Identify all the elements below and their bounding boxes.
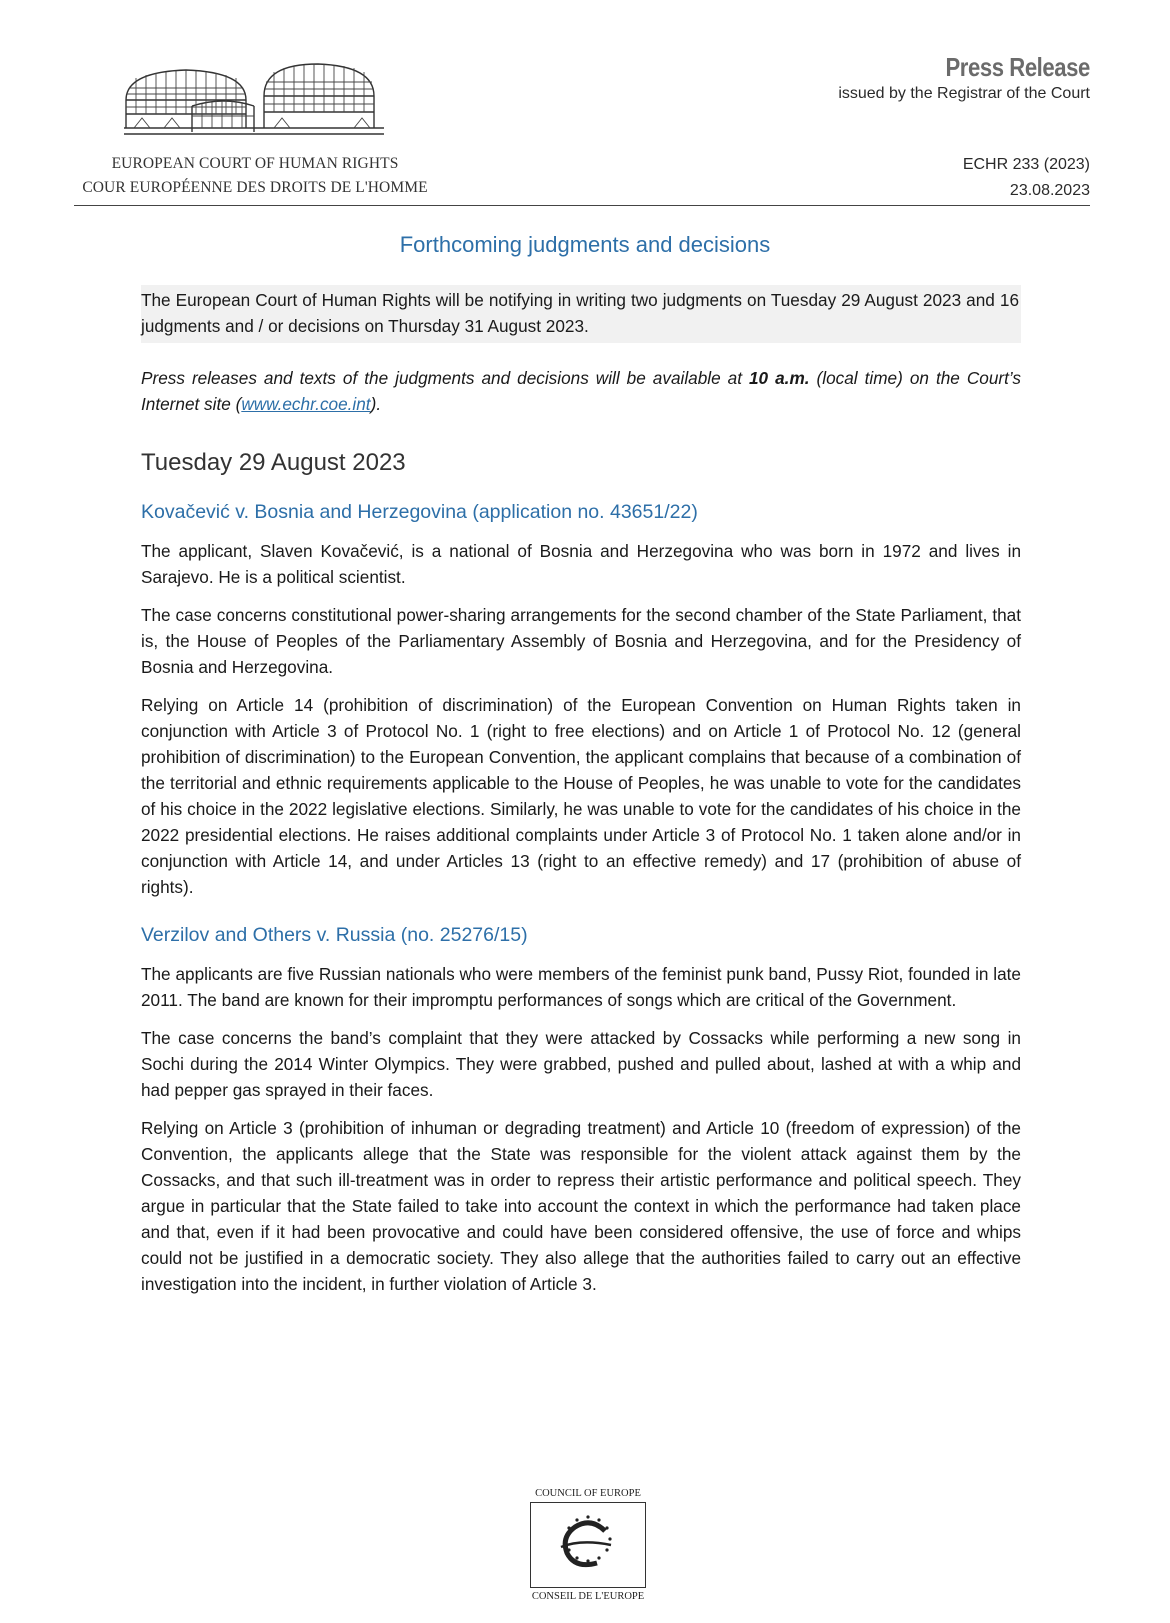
main-content (141, 285, 1021, 1297)
court-building-icon (124, 62, 384, 148)
case-paragraph: The case concerns constitutional power-sharing arrangements for the second chamber of the State Parliament, that is, the House of Peoples of the Parliamentary Assembly of Bosnia and Herzegovina, and for the Presidency of Bosnia and Herzegovina. (141, 605, 1021, 677)
page-title: Forthcoming judgments and decisions (399, 232, 771, 257)
reference-number: ECHR 233 (2023) (962, 156, 1090, 173)
case-paragraph: Relying on Article 3 (prohibition of inhuman or degrading treatment) and Article 10 (freedom of expression) of the Convention, the applicants allege that the State was responsible for the violent attack against them by the Cossacks, and that such ill-treatment was in order to repress their artistic performance and political speech. They argue in particular that the State failed to take into account the context in which the performance had taken place and that, even if it had been provocative and could have been considered offensive, the use of force and whips could not be justified in a democratic society. They also allege that the authorities failed to carry out an effective investigation into the incident, in further violation of Article 3. (141, 1118, 1021, 1294)
header-divider (74, 205, 1090, 206)
note-text-end: ). (370, 394, 382, 414)
case-paragraph: The applicants are five Russian nationals who were members of the feminist punk band, Pussy Riot, founded in late 2011. The band are known for their impromptu performances of songs which are critical of the Government. (141, 964, 1021, 1010)
coe-name-fr: CONSEIL DE L'EUROPE (531, 1591, 645, 1602)
court-name-fr: COUR EUROPÉENNE DES DROITS DE L'HOMME (82, 179, 428, 196)
coe-name-en: COUNCIL OF EUROPE (535, 1488, 641, 1499)
note-time: 10 a.m. (749, 368, 810, 388)
case-paragraph: The applicant, Slaven Kovačević, is a national of Bosnia and Herzegovina who was born in 1972 and lives in Sarajevo. He is a political scientist. (141, 541, 1021, 587)
case-paragraph: Relying on Article 14 (prohibition of discrimination) of the European Convention on Human Rights taken in conjunction with Article 3 of Protocol No. 1 (right to free elections) and on Article 1 of Protocol No. 12 (general prohibition of discrimination) to the European Convention, the applicant complains that because of a combination of the territorial and ethnic requirements applicable to the House of Peoples, he was unable to vote for the candidates of his choice in the 2022 legislative elections. Similarly, he was unable to vote for the candidates of his choice in the 2022 presidential elections. He raises additional complaints under Article 3 of Protocol No. 1 taken alone and/or in conjunction with Article 14, and under Articles 13 (right to an effective remedy) and 17 (prohibition of abuse of rights). (141, 695, 1021, 897)
echr-website-link[interactable]: www.echr.coe.int (241, 394, 371, 414)
case-title-kovacevic: Kovačević v. Bosnia and Herzegovina (application no. 43651/22) (141, 501, 698, 523)
availability-note (141, 365, 1021, 417)
note-text-middle: (local time) on the Court’s Internet site ( (141, 368, 1021, 414)
council-of-europe-logo (523, 1488, 653, 1602)
council-of-europe-logo-icon (530, 1502, 646, 1588)
court-name-en: EUROPEAN COURT OF HUMAN RIGHTS (111, 155, 399, 172)
press-release-title: Press Release (945, 52, 1090, 82)
day-heading: Tuesday 29 August 2023 (141, 449, 406, 476)
case-paragraph: The case concerns the band’s complaint that they were attacked by Cossacks while performing a new song in Sochi during the 2014 Winter Olympics. They were grabbed, pushed and pulled about, lashed at with a whip and had pepper gas sprayed in their faces. (141, 1028, 1021, 1100)
intro-paragraph: The European Court of Human Rights will be notifying in writing two judgments on Tuesday 29 August 2023 and 16 judgments and / or decisions on Thursday 31 August 2023. (141, 285, 1021, 343)
note-text-start: Press releases and texts of the judgments and decisions will be available at (141, 368, 749, 388)
release-date: 23.08.2023 (1009, 182, 1090, 199)
case-title-verzilov: Verzilov and Others v. Russia (no. 25276/15) (141, 924, 528, 946)
issued-by-text: issued by the Registrar of the Court (838, 85, 1090, 102)
